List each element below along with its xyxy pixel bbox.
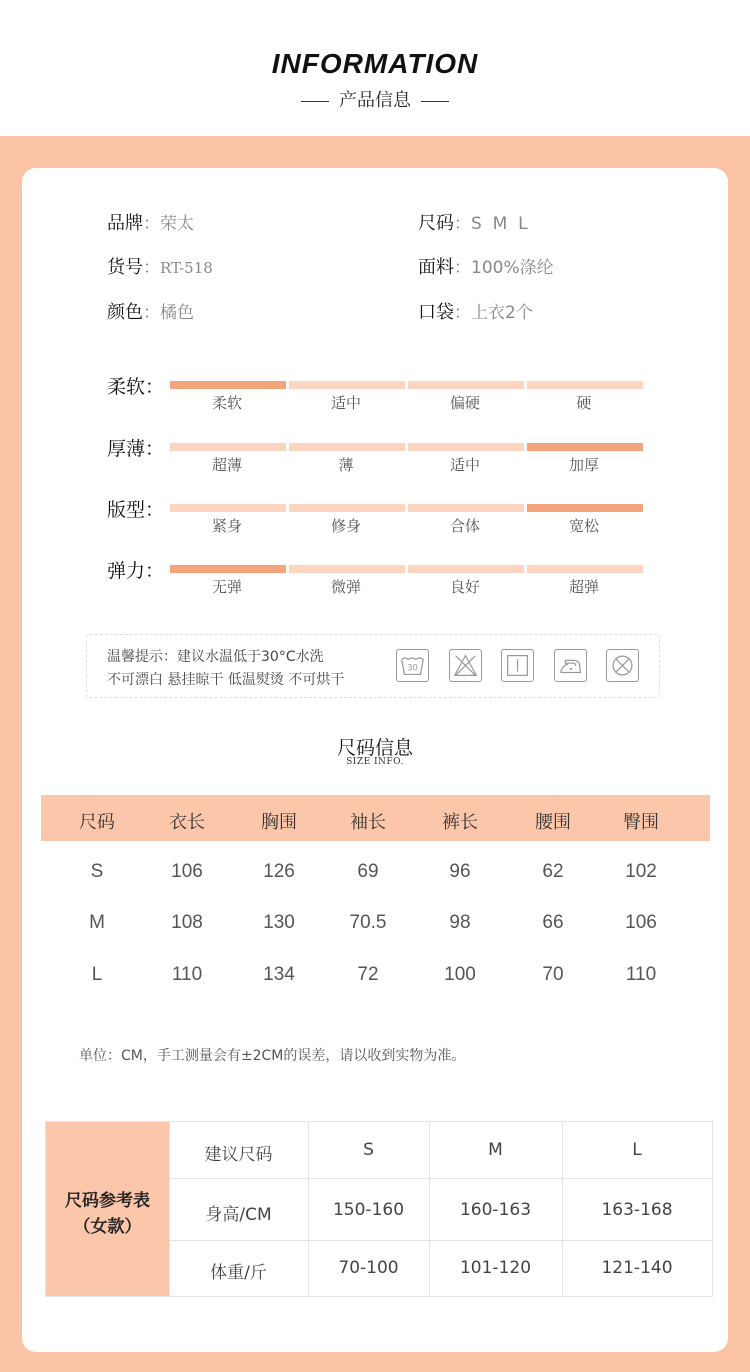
page-subtitle-text: 产品信息 — [339, 90, 411, 111]
info-label: 面料 — [418, 257, 454, 278]
measurement-note: 单位：CM，手工测量会有±2CM的误差，请以收到实物为准。 — [79, 1048, 466, 1064]
reference-title-cell — [46, 1122, 169, 1296]
info-value: 荣太 — [160, 214, 194, 234]
size-header-cell: 衣长 — [169, 812, 205, 833]
size-table-cell: 69 — [357, 861, 379, 882]
scale-segment — [527, 381, 643, 389]
info-colon: ： — [143, 303, 160, 323]
size-table-cell: 98 — [449, 912, 471, 933]
size-header-cell: 臀围 — [623, 812, 659, 833]
scale-option-label: 微弹 — [330, 578, 361, 596]
info-label: 品牌 — [107, 213, 143, 234]
scale-segment — [527, 565, 643, 573]
no-bleach-icon — [449, 649, 482, 682]
scale-label: 柔软： — [107, 376, 165, 398]
care-tips-line-2: 不可漂白 悬挂晾干 低温熨烫 不可烘干 — [107, 672, 345, 688]
reference-cell: 建议尺码 — [204, 1145, 273, 1165]
size-table-cell: 106 — [171, 861, 203, 882]
size-header-cell: 袖长 — [350, 812, 386, 833]
scale-option-label: 偏硬 — [449, 394, 480, 412]
size-table-cell: 66 — [542, 912, 564, 933]
scale-option-label: 超弹 — [568, 578, 599, 596]
size-table-cell: 96 — [449, 861, 471, 882]
info-brand — [107, 209, 194, 235]
reference-cell: 101-120 — [459, 1258, 532, 1278]
size-table-cell: S — [90, 861, 104, 882]
table-divider — [169, 1240, 712, 1241]
size-table-cell: 126 — [263, 861, 295, 882]
size-header-cell: 胸围 — [261, 812, 297, 833]
table-divider — [169, 1178, 712, 1179]
scale-segment — [289, 565, 405, 573]
scale-label: 弹力： — [107, 560, 165, 582]
reference-cell: 150-160 — [332, 1200, 405, 1220]
reference-cell: 160-163 — [459, 1200, 532, 1220]
info-label: 货号 — [107, 257, 143, 278]
scale-label: 版型： — [107, 499, 165, 521]
size-table-cell: 108 — [171, 912, 203, 933]
size-table-cell: 110 — [171, 964, 203, 985]
size-header-cell: 腰围 — [535, 812, 571, 833]
header — [0, 0, 750, 136]
size-table-cell: 134 — [263, 964, 295, 985]
wash-30-icon — [396, 649, 429, 682]
scale-segment — [170, 381, 286, 389]
size-header-cell: 尺码 — [79, 812, 115, 833]
scale-option-label: 良好 — [449, 578, 480, 596]
scale-segment — [527, 443, 643, 451]
scale-segment — [170, 443, 286, 451]
divider-right — [421, 101, 449, 102]
reference-cell: 70-100 — [338, 1258, 399, 1278]
reference-subtitle: （女款） — [73, 1217, 142, 1237]
care-tips-box — [86, 634, 660, 698]
info-value: 100%涤纶 — [471, 258, 554, 278]
reference-cell: L — [632, 1140, 642, 1160]
low-iron-icon — [554, 649, 587, 682]
scale-option-label: 硬 — [576, 394, 592, 412]
scale-option-label: 适中 — [330, 394, 361, 412]
info-size — [418, 209, 528, 235]
scale-segment — [289, 443, 405, 451]
info-colon: ： — [454, 303, 471, 323]
info-color — [107, 298, 194, 324]
size-table-cell: 70 — [542, 964, 564, 985]
scale-segment — [289, 504, 405, 512]
info-value: 上衣2个 — [471, 303, 533, 323]
reference-cell: 163-168 — [601, 1200, 673, 1220]
size-table-cell: 130 — [263, 912, 295, 933]
info-pocket — [418, 298, 533, 324]
scale-segment — [289, 381, 405, 389]
scale-option-label: 薄 — [338, 456, 354, 474]
reference-title: 尺码参考表 — [65, 1191, 150, 1211]
scale-segment — [170, 565, 286, 573]
info-value: S M L — [471, 214, 528, 234]
size-table-cell: 110 — [625, 964, 657, 985]
info-label: 尺码 — [418, 213, 454, 234]
size-table-cell: 106 — [625, 912, 657, 933]
scale-option-label: 宽松 — [568, 517, 599, 535]
reference-cell: 121-140 — [601, 1258, 673, 1278]
scale-option-label: 紧身 — [211, 517, 242, 535]
size-table-cell: M — [89, 912, 105, 933]
size-table-cell: 62 — [542, 861, 564, 882]
scale-option-label: 适中 — [449, 456, 480, 474]
scale-option-label: 修身 — [330, 517, 361, 535]
scale-segment — [408, 565, 524, 573]
scale-option-label: 无弹 — [211, 578, 242, 596]
size-header-cell: 裤长 — [442, 812, 478, 833]
size-table-cell: L — [91, 964, 103, 985]
scale-segment — [527, 504, 643, 512]
info-colon: ： — [143, 258, 160, 278]
reference-cell: 身高/CM — [205, 1205, 272, 1225]
size-table-cell: 70.5 — [349, 912, 387, 933]
page-subtitle — [0, 86, 750, 112]
care-tips-line-1: 温馨提示：建议水温低于30°C水洗 — [107, 649, 324, 665]
scale-segment — [170, 504, 286, 512]
wash-temp-label: 30 — [407, 662, 418, 673]
info-value: RT-518 — [160, 259, 213, 277]
info-fabric — [418, 253, 554, 279]
reference-cell: S — [363, 1140, 374, 1160]
size-reference-table — [45, 1121, 713, 1297]
no-tumble-dry-icon — [606, 649, 639, 682]
scale-segment — [408, 381, 524, 389]
info-colon: ： — [454, 214, 471, 234]
size-table-cell: 100 — [444, 964, 476, 985]
size-info-subtitle: SIZE INFO. — [346, 757, 404, 767]
info-colon: ： — [143, 214, 160, 234]
size-table-cell: 72 — [357, 964, 379, 985]
scale-option-label: 柔软 — [211, 394, 242, 412]
scale-label: 厚薄： — [107, 438, 165, 460]
info-colon: ： — [454, 258, 471, 278]
scale-option-label: 超薄 — [211, 456, 242, 474]
size-table-cell: 102 — [625, 861, 657, 882]
scale-option-label: 合体 — [449, 517, 480, 535]
page-title: INFORMATION — [271, 48, 479, 79]
hang-dry-icon — [501, 649, 534, 682]
size-info-title: 尺码信息 — [336, 737, 413, 759]
scale-segment — [408, 504, 524, 512]
scale-segment — [408, 443, 524, 451]
reference-cell: 体重/斤 — [210, 1263, 267, 1283]
reference-cell: M — [488, 1140, 503, 1160]
scale-option-label: 加厚 — [568, 456, 599, 474]
info-label: 口袋 — [418, 302, 454, 323]
divider-left — [301, 101, 329, 102]
info-item-no — [107, 253, 213, 279]
info-value: 橘色 — [160, 303, 194, 323]
info-label: 颜色 — [107, 302, 143, 323]
